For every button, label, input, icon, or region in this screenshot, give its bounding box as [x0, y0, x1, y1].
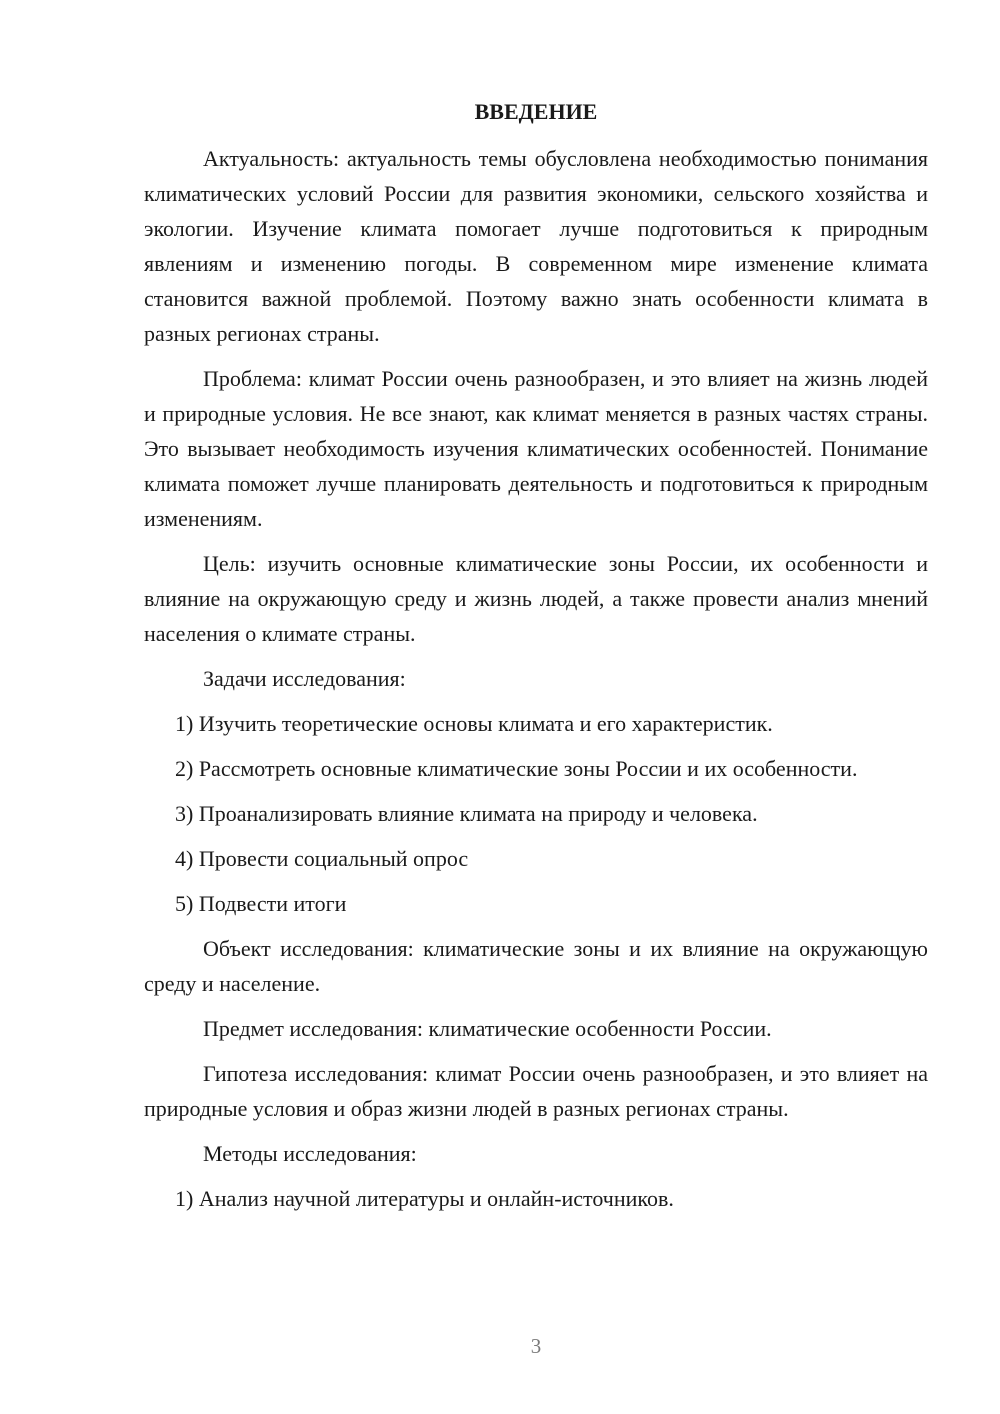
- task-item-5: 5) Подвести итоги: [175, 891, 347, 916]
- method-item-1: 1) Анализ научной литературы и онлайн-источников.: [175, 1186, 674, 1211]
- methods-title: Методы исследования:: [203, 1141, 417, 1166]
- task-item-4: 4) Провести социальный опрос: [175, 846, 469, 871]
- paragraph-object: Объект исследования: климатические зоны и их влияние на окружающую среду и население.: [144, 936, 928, 996]
- paragraph-hypothesis: Гипотеза исследования: климат России очень разнообразен, и это влияет на природные условия и образ жизни людей в разных регионах страны.: [144, 1061, 928, 1121]
- task-item-3: 3) Проанализировать влияние климата на природу и человека.: [175, 801, 758, 826]
- tasks-title: Задачи исследования:: [203, 666, 406, 691]
- page-number: 3: [530, 1334, 542, 1358]
- page-title: ВВЕДЕНИЕ: [474, 99, 598, 124]
- paragraph-subject: Предмет исследования: климатические особенности России.: [203, 1016, 772, 1041]
- paragraph-relevance: Актуальность: актуальность темы обусловлена необходимостью понимания климатических условий России для развития экономики, сельского хозяйства и экологии. Изучение климата помогает лучше подготовиться к природным явлениям и изменению погоды. В современном мире изменение климата становится важной проблемой. Поэтому важно знать особенности климата в разных регионах страны.: [144, 146, 928, 346]
- paragraph-problem: Проблема: климат России очень разнообразен, и это влияет на жизнь людей и природные условия. Не все знают, как климат меняется в разных частях страны. Это вызывает необходимость изучения климатических особенностей. Понимание климата поможет лучше планировать деятельность и подготовиться к природным изменениям.: [144, 366, 928, 531]
- document-page: [144, 94, 928, 1226]
- task-item-2: 2) Рассмотреть основные климатические зоны России и их особенности.: [175, 756, 858, 781]
- paragraph-goal: Цель: изучить основные климатические зоны России, их особенности и влияние на окружающую среду и жизнь людей, а также провести анализ мнений населения о климате страны.: [144, 551, 928, 646]
- task-item-1: 1) Изучить теоретические основы климата и его характеристик.: [175, 711, 773, 736]
